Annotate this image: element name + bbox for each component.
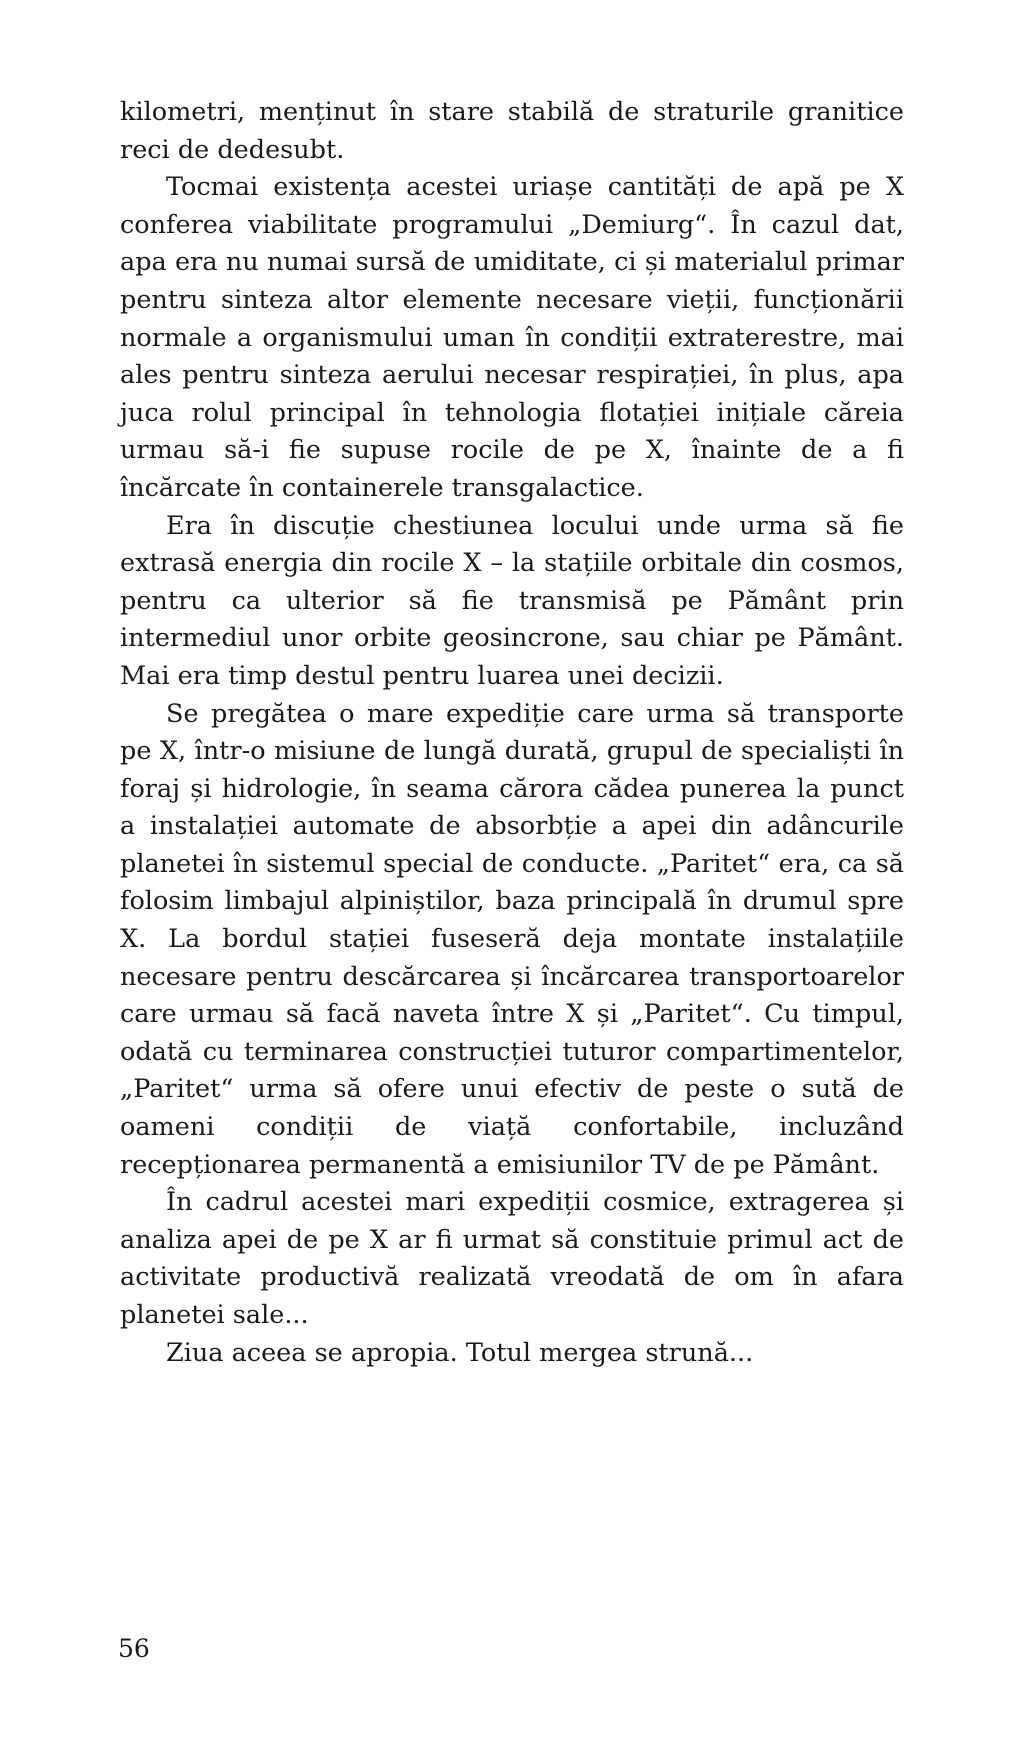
body-text: [120, 94, 904, 1372]
paragraph-energy-extraction: Era în discuție chestiunea locului unde urma să fie extrasă energia din rocile X – la stațiile orbitale din cosmos, pentru ca ulterior să fie transmisă pe Pământ prin intermediul unor orbite geosincrone, sau chiar pe Pământ. Mai era timp destul pentru luarea unei decizii.: [120, 510, 904, 691]
page-number: 56: [118, 1634, 150, 1663]
paragraph-closing: Ziua aceea se apropia. Totul mergea strună...: [166, 1337, 754, 1368]
paragraph-cosmic-expedition: În cadrul acestei mari expediții cosmice, extragerea și analiza apei de pe X ar fi urmat să constituie primul act de activitate productivă realizată vreodată de om în afara planetei sale...: [120, 1187, 904, 1330]
paragraph-continuation: kilometri, menținut în stare stabilă de straturile granitice reci de dedesubt.: [120, 97, 904, 165]
paragraph-demiurg-water: Tocmai existența acestei uriașe cantități de apă pe X conferea viabilitate programului „Demiurg“. În cazul dat, apa era nu numai sursă de umiditate, ci și materialul primar pentru sinteza altor elemente necesare vieții, funcționării normale a organismului uman în condiții extraterestre, mai ales pentru sinteza aerului necesar respirației, în plus, apa juca rolul principal în tehnologia flotației inițiale căreia urmau să-i fie supuse rocile de pe X, înainte de a fi încărcate în containerele transgalactice.: [120, 172, 904, 503]
paragraph-expedition-paritet: Se pregătea o mare expediție care urma să transporte pe X, într-o misiune de lungă durată, grupul de specialiști în foraj și hidrologie, în seama cărora cădea punerea la punct a instalației automate de absorbție a apei din adâncurile planetei în sistemul special de conducte. „Paritet“ era, ca să folosim limbajul alpiniștilor, baza principală în drumul spre X. La bordul stației fuseseră deja montate instalațiile necesare pentru descărcarea și încărcarea transportoarelor care urmau să facă naveta între X și „Paritet“. Cu timpul, odată cu terminarea construcției tuturor compartimentelor, „Paritet“ urma să ofere unui efectiv de peste o sută de oameni condiții de viață confortabile, incluzând recepționarea permanentă a emisiunilor TV de pe Pământ.: [120, 698, 904, 1180]
